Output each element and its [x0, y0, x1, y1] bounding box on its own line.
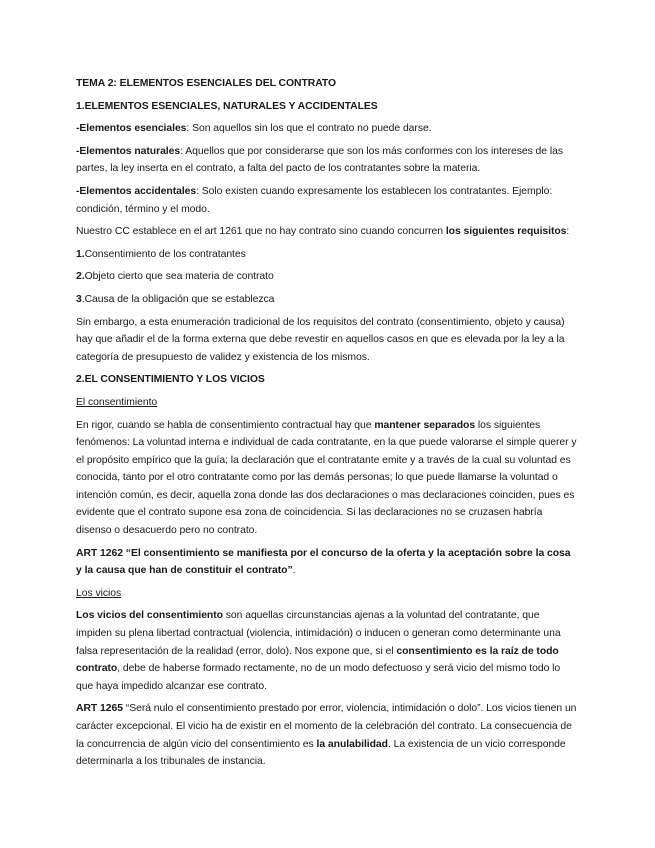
requirement-3 — [76, 291, 577, 309]
bold-text: mantener separados — [374, 419, 476, 431]
requirement-number: 2. — [76, 271, 85, 283]
term-label: -Elementos esenciales — [76, 123, 187, 135]
paragraph-accidentales — [76, 183, 577, 218]
section-heading-2: 2.EL CONSENTIMIENTO Y LOS VICIOS — [76, 374, 265, 386]
term-label: -Elementos naturales — [76, 145, 181, 157]
paragraph-text: , debe de haberse formado rectamente, no de un modo defectuoso y será vicio del mismo todo lo que haya impedido alcanzar ese contrato. — [76, 663, 561, 692]
paragraph-text: son aquellas circunstancias ajenas a la voluntad del contratante, que impiden su plena libertad contractual (violencia, intimidación) o inducen o generan como determinante una falsa representación de la realidad (error, dolo). Nos expone que, si el — [76, 610, 561, 657]
bold-text: ART 1265 — [76, 703, 123, 715]
requirement-text: Objeto cierto que sea materia de contrato — [84, 271, 274, 283]
requirement-1 — [76, 246, 577, 264]
paragraph-esenciales — [76, 120, 577, 138]
paragraph-text: los siguientes fenómenos: La voluntad interna e individual de cada contratante, en la que puede valorarse el simple querer y el propósito empírico que la guía; la declaración que el contratante emite y a través de la cual su voluntad es conocida, tanto por el otro contratante como por las demás personas; lo que puede llamarse la voluntad o intención común, es decir, aquella zona donde las dos declaraciones o mas declaraciones coinciden, pues es evidente que el contrato supone esa zona de coincidencia. Si las declaraciones no se cruzasen habría disenso o desacuerdo pero no contrato. — [76, 419, 577, 537]
paragraph-text: Nuestro CC establece en el art 1261 que no hay contrato sino cuando concurren — [76, 226, 446, 238]
requirement-text: .Causa de la obligación que se establezca — [81, 293, 275, 305]
paragraph-cc — [76, 223, 577, 241]
paragraph-art-1265 — [76, 700, 577, 770]
paragraph-text: . — [292, 565, 296, 577]
bold-text: los siguientes requisitos — [445, 226, 567, 238]
paragraph-text: “Será nulo el consentimiento prestado por error, violencia, intimidación o dolo”. Los vicios tienen un carácter excepcional. El vicio ha de existir en el momento de la celebración del contrato. La consecuencia de la concurrencia de algún vicio del consentimiento es — [76, 703, 577, 750]
paragraph-text: : Aquellos que por considerarse que son los más conformes con los intereses de las partes, la ley inserta en el contrato, a falta del pacto de los contratantes sobre la materia. — [76, 145, 563, 175]
section-heading-1: 1.ELEMENTOS ESENCIALES, NATURALES Y ACCIDENTALES — [76, 100, 378, 112]
paragraph-text: En rigor, cuando se habla de consentimiento contractual hay que — [76, 419, 375, 431]
paragraph-rigor — [76, 417, 577, 540]
subheading-vicios: Los vicios — [76, 587, 122, 599]
requirement-text: Consentimiento de los contratantes — [84, 248, 246, 260]
bold-text: Los vicios del consentimiento — [76, 610, 223, 622]
requirement-2 — [76, 268, 577, 286]
bold-text: ART 1262 “El consentimiento se manifiesta por el concurso de la oferta y la aceptación sobre la cosa y la causa que han de constituir el contrato” — [76, 547, 571, 577]
paragraph-sin-embargo: Sin embargo, a esta enumeración tradicional de los requisitos del contrato (consentimiento, objeto y causa) hay que añadir el de la forma externa que debe revestir en aquellos casos en que es elevada por la ley a la categoría de presupuesto de validez y existencia de los mismos. — [76, 316, 565, 363]
bold-text: consentimiento es la raíz de todo contrato — [76, 645, 559, 675]
requirement-number: 3 — [76, 293, 82, 305]
term-label: -Elementos accidentales — [76, 185, 197, 197]
requirement-number: 1. — [76, 248, 85, 260]
document-title: TEMA 2: ELEMENTOS ESENCIALES DEL CONTRATO — [76, 78, 337, 89]
paragraph-art-1262 — [76, 545, 577, 580]
paragraph-vicios — [76, 607, 577, 695]
subheading-consentimiento: El consentimiento — [76, 396, 158, 408]
paragraph-naturales — [76, 143, 577, 178]
bold-text: la anulabilidad — [316, 738, 388, 750]
paragraph-text: : Son aquellos sin los que el contrato no puede darse. — [186, 123, 432, 135]
paragraph-text: : — [566, 226, 570, 238]
paragraph-text: : Solo existen cuando expresamente los establecen los contratantes. Ejemplo: condición, término y el modo. — [76, 185, 553, 215]
paragraph-text: . La existencia de un vicio corresponde determinarla a los tribunales de instancia. — [76, 738, 566, 768]
